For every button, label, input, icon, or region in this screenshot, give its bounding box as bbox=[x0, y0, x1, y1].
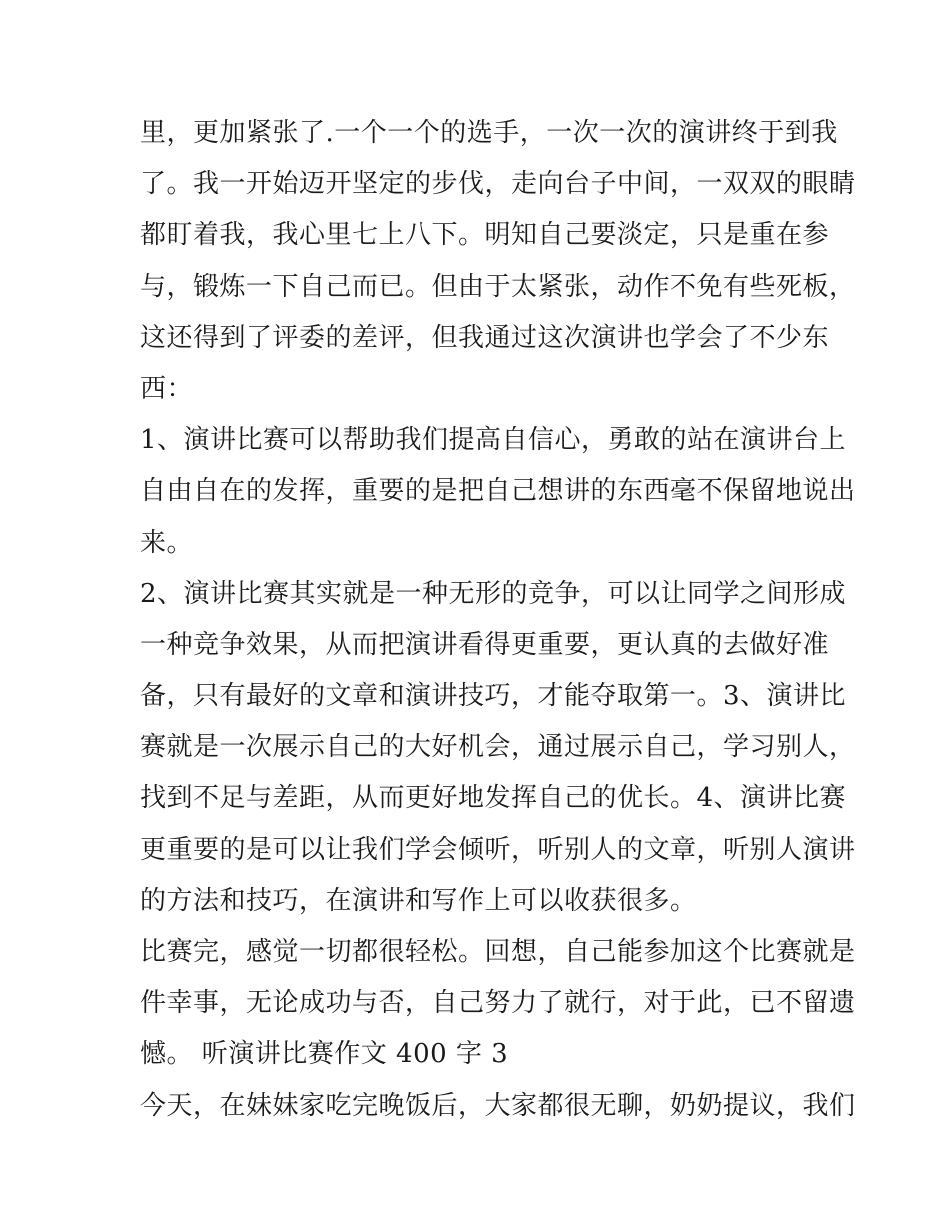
text-line: 赛就是一次展示自己的大好机会，通过展示自己，学习别人， bbox=[140, 732, 856, 763]
text-line: 与，锻炼一下自己而已。但由于太紧张，动作不免有些死板， bbox=[140, 271, 856, 302]
text-line: 都盯着我，我心里七上八下。明知自己要淡定，只是重在参 bbox=[140, 220, 830, 251]
text-line: 里，更加紧张了.一个一个的选手，一次一次的演讲终于到我 bbox=[140, 118, 838, 148]
text-line: 2、演讲比赛其实就是一种无形的竞争，可以让同学之间形成 bbox=[140, 578, 847, 609]
text-line: 件幸事，无论成功与否，自己努力了就行，对于此，已不留遗 bbox=[140, 988, 856, 1019]
text-line: 的方法和技巧，在演讲和写作上可以收获很多。 bbox=[140, 885, 697, 916]
text-line: 今天，在妹妹家吃完晚饭后，大家都很无聊，奶奶提议，我们 bbox=[140, 1090, 856, 1121]
text-line: 备，只有最好的文章和演讲技巧，才能夺取第一。3、演讲比 bbox=[140, 681, 847, 712]
text-line: 了。我一开始迈开坚定的步伐，走向台子中间，一双双的眼睛 bbox=[140, 169, 856, 200]
text-line: 比赛完，感觉一切都很轻松。回想，自己能参加这个比赛就是 bbox=[140, 937, 856, 967]
text-line: 来。 bbox=[140, 527, 194, 558]
text-line: 找到不足与差距，从而更好地发挥自己的优长。4、演讲比赛 bbox=[140, 783, 847, 814]
text-line: 更重要的是可以让我们学会倾听，听别人的文章，听别人演讲 bbox=[140, 834, 856, 865]
text-line: 憾。 听演讲比赛作文 400 字 3 bbox=[140, 1039, 509, 1070]
text-line: 自由自在的发挥，重要的是把自己想讲的东西毫不保留地说出 bbox=[140, 476, 856, 507]
text-line: 西： bbox=[140, 373, 194, 404]
text-line: 一种竞争效果，从而把演讲看得更重要，更认真的去做好准 bbox=[140, 629, 830, 660]
text-line: 这还得到了评委的差评，但我通过这次演讲也学会了不少东 bbox=[140, 322, 830, 353]
document-body bbox=[140, 108, 856, 1132]
text-line: 1、演讲比赛可以帮助我们提高自信心，勇敢的站在演讲台上 bbox=[140, 425, 847, 456]
